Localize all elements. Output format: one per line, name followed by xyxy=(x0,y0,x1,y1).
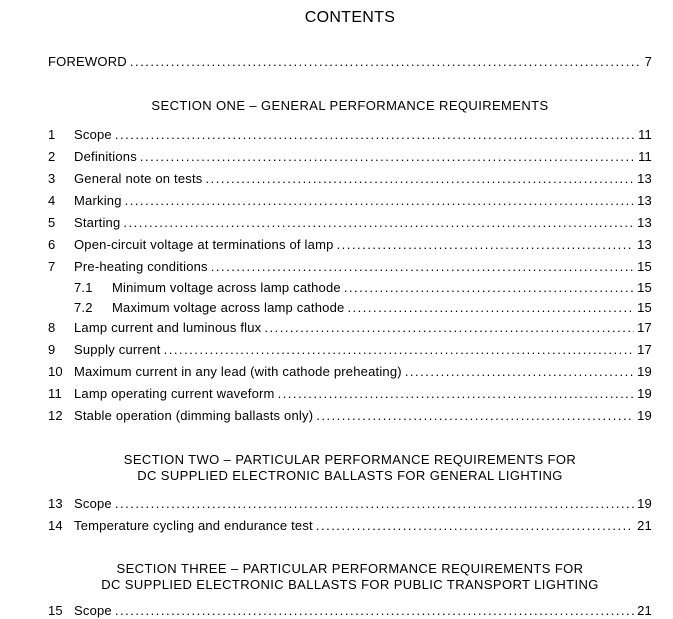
toc-entry-page: 15 xyxy=(637,280,652,295)
toc-entry-page: 7 xyxy=(644,54,652,69)
toc-entry-number: 8 xyxy=(48,320,56,335)
toc-subentry xyxy=(48,300,652,316)
toc-entry-page: 13 xyxy=(637,171,652,186)
toc-subentry xyxy=(48,280,652,296)
toc-entry-number: 11 xyxy=(48,386,62,401)
toc-entry-number: 12 xyxy=(48,408,63,423)
toc-entry-label: Minimum voltage across lamp cathode xyxy=(112,280,341,295)
dot-leader xyxy=(344,280,634,296)
toc-entry-number: 1 xyxy=(48,127,56,142)
toc-entry-page: 15 xyxy=(637,259,652,274)
toc-entry-page: 17 xyxy=(637,320,652,335)
dot-leader xyxy=(125,193,634,209)
dot-leader xyxy=(405,364,634,380)
toc-entry-foreword xyxy=(48,54,652,70)
dot-leader xyxy=(264,320,634,336)
toc-entry-number: 14 xyxy=(48,518,63,533)
toc-entry xyxy=(48,171,652,187)
dot-leader xyxy=(115,496,634,512)
toc-entry-number: 10 xyxy=(48,364,63,379)
dot-leader xyxy=(316,408,634,424)
toc-entry-page: 17 xyxy=(637,342,652,357)
dot-leader xyxy=(206,171,635,187)
section-one-heading: SECTION ONE – GENERAL PERFORMANCE REQUIREMENTS xyxy=(151,98,549,113)
toc-entry-number: 3 xyxy=(48,171,56,186)
toc-entry xyxy=(48,149,652,165)
dot-leader xyxy=(130,54,642,70)
toc-entry-page: 13 xyxy=(637,237,652,252)
section-heading-line: SECTION TWO – PARTICULAR PERFORMANCE REQUIREMENTS FOR xyxy=(123,452,577,467)
toc-entry-label: Scope xyxy=(74,496,112,511)
toc-entry-label: General note on tests xyxy=(74,171,203,186)
toc-entry-page: 19 xyxy=(637,408,652,423)
toc-entry-number: 13 xyxy=(48,496,63,511)
toc-entry-number: 4 xyxy=(48,193,56,208)
toc-entry xyxy=(48,215,652,231)
toc-entry-label: Supply current xyxy=(74,342,161,357)
toc-entry-number: 9 xyxy=(48,342,56,357)
dot-leader xyxy=(316,518,634,534)
toc-entry xyxy=(48,518,652,534)
toc-entry xyxy=(48,408,652,424)
toc-entry-label: Stable operation (dimming ballasts only) xyxy=(74,408,314,423)
section-three-heading xyxy=(0,561,673,593)
page-title: CONTENTS xyxy=(304,9,396,26)
dot-leader xyxy=(123,215,634,231)
toc-entry-page: 19 xyxy=(637,364,652,379)
dot-leader xyxy=(115,127,635,143)
dot-leader xyxy=(278,386,635,402)
dot-leader xyxy=(211,259,634,275)
toc-entry-number: 2 xyxy=(48,149,56,164)
toc-entry-label: Marking xyxy=(74,193,122,208)
toc-entry-label: Open-circuit voltage at terminations of lamp xyxy=(74,237,334,252)
dot-leader xyxy=(337,237,635,253)
toc-entry-page: 15 xyxy=(637,300,652,315)
toc-entry-number: 6 xyxy=(48,237,56,252)
toc-entry-page: 11 xyxy=(638,127,652,142)
section-heading-line: SECTION THREE – PARTICULAR PERFORMANCE REQUIREMENTS FOR xyxy=(116,561,584,576)
toc-entry xyxy=(48,259,652,275)
dot-leader xyxy=(140,149,635,165)
toc-entry xyxy=(48,320,652,336)
section-two-heading xyxy=(0,452,673,484)
section-heading-line: DC SUPPLIED ELECTRONIC BALLASTS FOR GENERAL LIGHTING xyxy=(137,468,563,483)
toc-entry-page: 21 xyxy=(637,518,652,533)
toc-entry-number: 7.1 xyxy=(74,280,93,295)
toc-entry-label: Starting xyxy=(74,215,121,230)
toc-entry xyxy=(48,342,652,358)
dot-leader xyxy=(164,342,635,358)
section-heading-line: DC SUPPLIED ELECTRONIC BALLASTS FOR PUBLIC TRANSPORT LIGHTING xyxy=(101,577,599,592)
toc-entry-label: Scope xyxy=(74,603,112,618)
toc-entry-label: Pre-heating conditions xyxy=(74,259,208,274)
toc-entry-page: 21 xyxy=(637,603,652,618)
toc-entry xyxy=(48,237,652,253)
dot-leader xyxy=(115,603,634,619)
toc-entry-label: Definitions xyxy=(74,149,137,164)
toc-entry-label: Maximum current in any lead (with cathode preheating) xyxy=(74,364,402,379)
toc-entry xyxy=(48,386,652,402)
toc-entry-number: 7 xyxy=(48,259,56,274)
toc-entry-number: 5 xyxy=(48,215,56,230)
toc-entry-label: Temperature cycling and endurance test xyxy=(74,518,313,533)
toc-entry-number: 7.2 xyxy=(74,300,93,315)
toc-entry-label: Lamp current and luminous flux xyxy=(74,320,262,335)
toc-entry-page: 11 xyxy=(638,149,652,164)
toc-entry-page: 13 xyxy=(637,193,652,208)
toc-entry xyxy=(48,127,652,143)
toc-entry xyxy=(48,496,652,512)
toc-entry-label: FOREWORD xyxy=(48,54,127,69)
toc-entry-page: 19 xyxy=(637,496,652,511)
toc-entry xyxy=(48,603,652,619)
toc-entry xyxy=(48,193,652,209)
toc-entry xyxy=(48,364,652,380)
toc-entry-label: Lamp operating current waveform xyxy=(74,386,275,401)
dot-leader xyxy=(347,300,634,316)
toc-entry-page: 13 xyxy=(637,215,652,230)
toc-entry-label: Scope xyxy=(74,127,112,142)
toc-entry-page: 19 xyxy=(637,386,652,401)
toc-entry-number: 15 xyxy=(48,603,63,618)
toc-entry-label: Maximum voltage across lamp cathode xyxy=(112,300,345,315)
